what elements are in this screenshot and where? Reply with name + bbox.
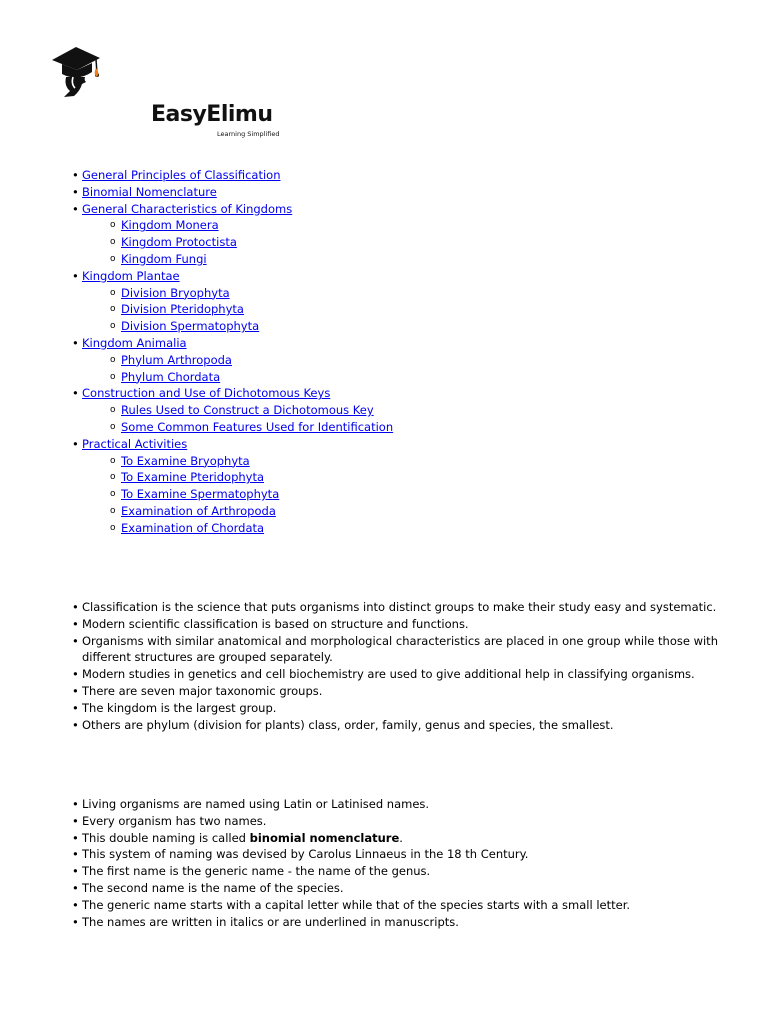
list-item: • The kingdom is the largest group. — [72, 700, 762, 717]
list-item: • Classification is the science that puts organisms into distinct groups to make their study easy and systematic. — [72, 599, 762, 616]
toc-subitem — [110, 251, 393, 268]
toc-sublist — [110, 217, 393, 267]
toc-sublink[interactable]: Division Bryophyta — [121, 285, 230, 300]
toc-item — [72, 436, 393, 537]
list-item: • Modern studies in genetics and cell biochemistry are used to give additional help in classifying organisms. — [72, 666, 762, 683]
list-item: • This system of naming was devised by Carolus Linnaeus in the 18 th Century. — [72, 846, 762, 863]
toc-subitem — [110, 234, 393, 251]
toc-sublink[interactable]: Kingdom Monera — [121, 218, 219, 233]
toc-item — [72, 184, 393, 201]
list-item: • The generic name starts with a capital letter while that of the species starts with a small letter. — [72, 897, 762, 914]
table-of-contents — [72, 167, 393, 537]
toc-subitem — [110, 503, 393, 520]
classification-points-list — [72, 599, 762, 733]
toc-subitem — [110, 469, 393, 486]
toc-link[interactable]: Binomial Nomenclature — [82, 184, 217, 199]
text-segment: . — [399, 830, 403, 845]
toc-item — [72, 167, 393, 184]
toc-subitem — [110, 285, 393, 302]
list-item: • The names are written in italics or are underlined in manuscripts. — [72, 914, 762, 931]
toc-link[interactable]: Construction and Use of Dichotomous Keys — [82, 386, 331, 401]
binomial-nomenclature-points-list — [72, 796, 762, 930]
site-logo[interactable] — [50, 44, 280, 138]
bold-term: binomial nomenclature — [249, 830, 400, 845]
toc-subitem — [110, 520, 393, 537]
brand-tagline: Learning Simplified — [217, 130, 280, 138]
list-item: • Every organism has two names. — [72, 813, 762, 830]
toc-sublink[interactable]: Examination of Arthropoda — [121, 503, 276, 518]
toc-sublink[interactable]: Division Spermatophyta — [121, 319, 260, 334]
toc-sublist — [110, 402, 393, 436]
list-item: • Living organisms are named using Latin or Latinised names. — [72, 796, 762, 813]
toc-sublink[interactable]: Examination of Chordata — [121, 520, 265, 535]
toc-link[interactable]: Kingdom Animalia — [82, 335, 187, 350]
toc-item — [72, 335, 393, 385]
toc-sublink[interactable]: Some Common Features Used for Identification — [121, 419, 394, 434]
toc-sublist — [110, 352, 393, 386]
toc-link[interactable]: General Characteristics of Kingdoms — [82, 201, 293, 216]
toc-subitem — [110, 217, 393, 234]
toc-item — [72, 201, 393, 268]
toc-subitem — [110, 369, 393, 386]
list-item: • Others are phylum (division for plants) class, order, family, genus and species, the smallest. — [72, 717, 762, 734]
toc-sublink[interactable]: To Examine Bryophyta — [121, 453, 250, 468]
toc-sublink[interactable]: Rules Used to Construct a Dichotomous Key — [121, 403, 374, 418]
graduation-cap-icon — [50, 44, 110, 100]
toc-subitem — [110, 318, 393, 335]
toc-subitem — [110, 301, 393, 318]
list-item: • There are seven major taxonomic groups. — [72, 683, 762, 700]
toc-sublink[interactable]: Phylum Arthropoda — [121, 352, 232, 367]
toc-item — [72, 268, 393, 335]
brand-name: EasyElimu — [151, 102, 273, 127]
toc-item — [72, 385, 393, 435]
toc-sublink[interactable]: To Examine Pteridophyta — [121, 470, 265, 485]
list-item: • The second name is the name of the species. — [72, 880, 762, 897]
toc-sublink[interactable]: Kingdom Fungi — [121, 251, 207, 266]
toc-subitem — [110, 453, 393, 470]
toc-link[interactable]: Kingdom Plantae — [82, 268, 180, 283]
list-item — [72, 830, 762, 847]
list-item: • The first name is the generic name - the name of the genus. — [72, 863, 762, 880]
toc-subitem — [110, 402, 393, 419]
toc-link[interactable]: Practical Activities — [82, 436, 188, 451]
toc-subitem — [110, 352, 393, 369]
toc-sublink[interactable]: To Examine Spermatophyta — [121, 487, 280, 502]
toc-sublink[interactable]: Kingdom Protoctista — [121, 235, 237, 250]
list-item: • Organisms with similar anatomical and morphological characteristics are placed in one group while those with different structures are grouped separately. — [72, 633, 762, 667]
toc-subitem — [110, 419, 393, 436]
toc-subitem — [110, 486, 393, 503]
text-segment: This double naming is called — [82, 830, 250, 845]
list-item: • Modern scientific classification is based on structure and functions. — [72, 616, 762, 633]
toc-sublink[interactable]: Division Pteridophyta — [121, 302, 244, 317]
toc-sublist — [110, 285, 393, 335]
toc-link[interactable]: General Principles of Classification — [82, 168, 281, 182]
toc-sublist — [110, 453, 393, 537]
toc-sublink[interactable]: Phylum Chordata — [121, 369, 221, 384]
